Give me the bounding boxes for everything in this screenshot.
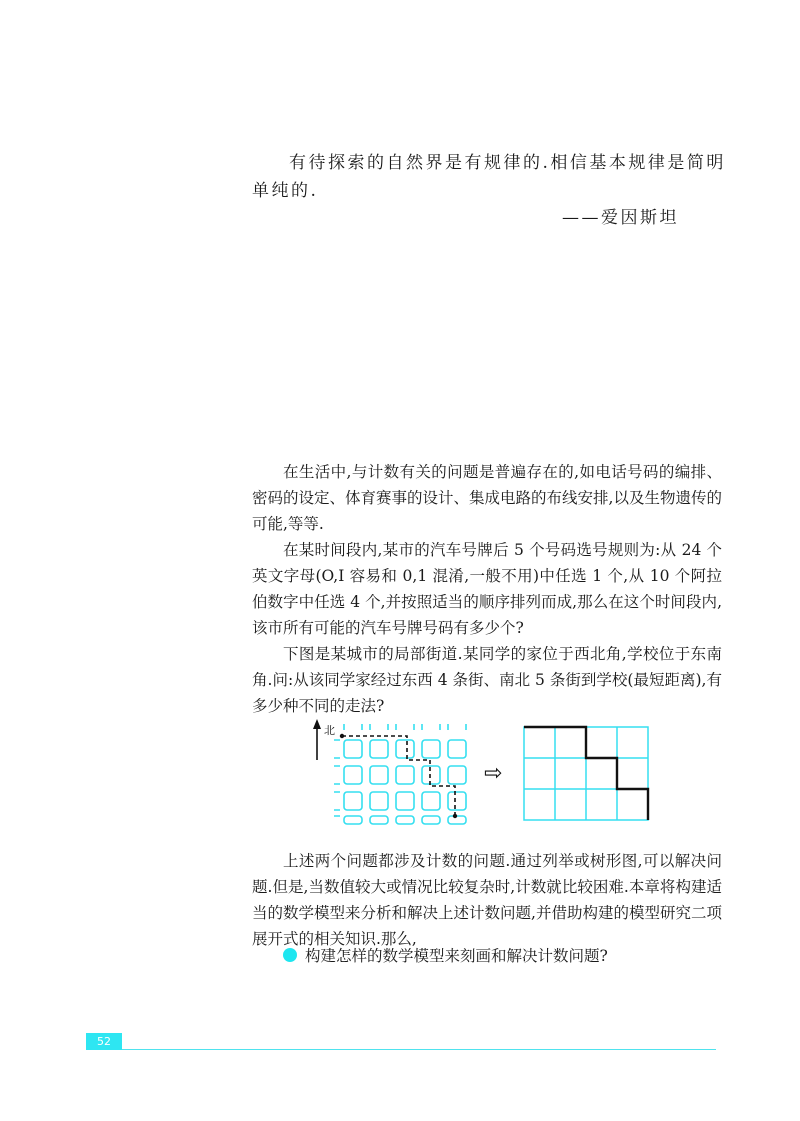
city-blocks [334, 724, 466, 826]
city-block [344, 816, 362, 824]
city-block [396, 816, 414, 824]
intro-text [252, 459, 722, 719]
key-question-text: 构建怎样的数学模型来刻画和解决计数问题? [305, 947, 608, 965]
footer-rule [86, 1049, 716, 1050]
city-block [396, 792, 414, 810]
city-block [448, 816, 466, 824]
street-stub [334, 816, 340, 826]
epigraph-line-1: 有待探索的自然界是有规律的.相信基本规律是简明 [289, 153, 726, 173]
city-block [370, 740, 388, 758]
school-point [453, 814, 457, 818]
key-question [283, 944, 608, 966]
home-point [340, 734, 344, 738]
street-stub [344, 724, 362, 730]
epigraph-author: ——爱因斯坦 [562, 208, 679, 228]
city-block [448, 740, 466, 758]
paragraph-street-routes: 下图是某城市的局部街道.某同学的家位于西北角,学校位于东南角.问:从该同学家经过东西 4 条街、南北 5 条街到学校(最短距离),有多少种不同的走法? [252, 645, 722, 715]
outro-text [252, 848, 722, 952]
city-block [422, 740, 440, 758]
city-block [344, 740, 362, 758]
city-block [422, 816, 440, 824]
city-block [448, 792, 466, 810]
paragraph-license-plates: 在某时间段内,某市的汽车号牌后 5 个号码选号规则为:从 24 个英文字母(O,I 容易和 0,1 混淆,一般不用)中任选 1 个,从 10 个阿拉伯数字中任选 4 个,并按照适当的顺序排列而成,那么在这个时间段内,该市所有可能的汽车号牌号码有多少个? [252, 541, 722, 637]
city-block [370, 816, 388, 824]
city-block [370, 792, 388, 810]
street-stub [334, 792, 340, 810]
city-block [396, 766, 414, 784]
bullet-dot-icon [283, 948, 297, 962]
city-block [422, 792, 440, 810]
city-block [344, 792, 362, 810]
paragraph-counting-in-life: 在生活中,与计数有关的问题是普遍存在的,如电话号码的编排、密码的设定、体育赛事的设计、集成电路的布线安排,以及生物遗传的可能,等等. [252, 463, 722, 533]
street-stub [334, 766, 340, 784]
transform-arrow-icon: ⇨ [484, 761, 503, 786]
street-stub [448, 724, 466, 730]
street-stub [396, 724, 414, 730]
city-block [344, 766, 362, 784]
street-stub [334, 740, 340, 758]
city-block [422, 766, 440, 784]
city-block [370, 766, 388, 784]
street-stub [422, 724, 440, 730]
street-stub [370, 724, 388, 730]
street-grid-figure [312, 716, 652, 826]
epigraph-line-2: 单纯的. [252, 181, 319, 201]
route-path-dashed [342, 736, 455, 816]
paragraph-chapter-overview: 上述两个问题都涉及计数的问题.通过列举或树形图,可以解决问题.但是,当数值较大或情况比较复杂时,计数就比较困难.本章将构建适当的数学模型来分析和解决上述计数问题,并借助构建的模型研究二项展开式的相关知识.那么, [252, 852, 722, 948]
north-arrow-icon [313, 719, 321, 760]
north-label: 北 [324, 724, 335, 737]
city-block [396, 740, 414, 758]
page-number: 52 [86, 1033, 122, 1050]
city-block [448, 766, 466, 784]
